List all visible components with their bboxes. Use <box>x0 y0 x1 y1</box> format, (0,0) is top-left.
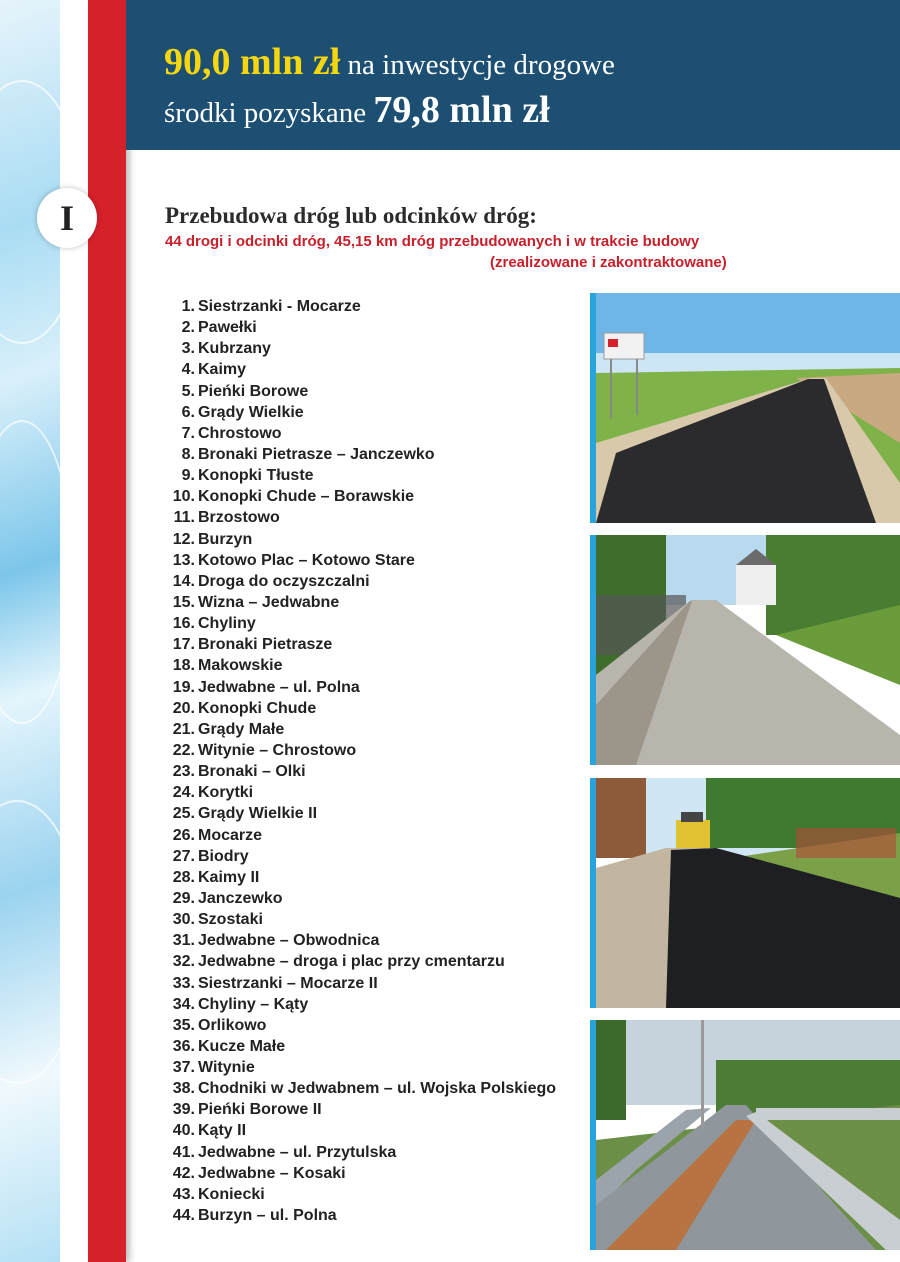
road-number: 27. <box>172 847 195 865</box>
road-name: Wizna – Jedwabne <box>198 593 340 611</box>
road-number: 38. <box>172 1080 195 1098</box>
road-name: Kaimy <box>198 361 247 379</box>
road-number: 3. <box>181 340 195 358</box>
road-number: 26. <box>172 826 195 844</box>
road-name: Janczewko <box>198 889 283 907</box>
road-list-item <box>165 465 556 486</box>
road-number: 42. <box>172 1164 195 1182</box>
road-list-item <box>165 973 556 994</box>
road-number: 13. <box>172 551 195 569</box>
road-list-item <box>165 338 556 359</box>
road-list-item <box>165 486 556 507</box>
road-list-item <box>165 507 556 528</box>
road-list-item <box>165 909 556 930</box>
road-photo-1 <box>590 293 900 523</box>
road-list-item <box>165 634 556 655</box>
road-list-item <box>165 444 556 465</box>
road-name: Droga do oczyszczalni <box>198 572 370 590</box>
road-name: Pieńki Borowe II <box>198 1101 322 1119</box>
header-line-2-text: środki pozyskane <box>164 97 367 129</box>
road-number: 5. <box>181 382 195 400</box>
road-number: 33. <box>172 974 195 992</box>
road-number: 8. <box>181 445 195 463</box>
road-name: Chodniki w Jedwabnem – ul. Wojska Polskiego <box>198 1080 557 1098</box>
road-name: Jedwabne – Kosaki <box>198 1164 346 1182</box>
road-name: Makowskie <box>198 657 283 675</box>
road-number: 29. <box>172 889 195 907</box>
road-list-item <box>165 867 556 888</box>
road-number: 34. <box>172 995 195 1013</box>
red-flag-stripe <box>88 0 126 1262</box>
road-list-item <box>165 677 556 698</box>
road-number: 44. <box>172 1207 195 1225</box>
road-name: Chyliny – Kąty <box>198 995 309 1013</box>
road-list-item <box>165 1036 556 1057</box>
road-name: Kąty II <box>198 1122 247 1140</box>
road-number: 43. <box>172 1185 195 1203</box>
road-list-item <box>165 994 556 1015</box>
road-number: 37. <box>172 1059 195 1077</box>
road-name: Brzostowo <box>198 509 280 527</box>
road-list-item <box>165 698 556 719</box>
road-name: Konopki Tłuste <box>198 467 314 485</box>
road-name: Jedwabne – ul. Polna <box>198 678 360 696</box>
road-list-item <box>165 1057 556 1078</box>
road-name: Jedwabne – ul. Przytulska <box>198 1143 397 1161</box>
road-list-item <box>165 655 556 676</box>
road-name: Witynie – Chrostowo <box>198 741 357 759</box>
road-name: Jedwabne – droga i plac przy cmentarzu <box>198 953 505 971</box>
total-amount: 90,0 mln zł <box>164 41 341 83</box>
road-number: 39. <box>172 1101 195 1119</box>
road-name: Chyliny <box>198 615 256 633</box>
road-name: Kaimy II <box>198 868 260 886</box>
road-name: Bronaki Pietrasze – Janczewko <box>198 445 435 463</box>
header-line-2 <box>164 88 550 132</box>
road-number: 30. <box>172 911 195 929</box>
road-name: Chrostowo <box>198 424 282 442</box>
road-number: 40. <box>172 1122 195 1140</box>
road-name: Szostaki <box>198 911 263 929</box>
road-number: 35. <box>172 1016 195 1034</box>
road-list-item <box>165 740 556 761</box>
road-name: Burzyn <box>198 530 253 548</box>
road-list-item <box>165 1099 556 1120</box>
road-number: 22. <box>172 741 195 759</box>
road-list-item <box>165 825 556 846</box>
road-number: 7. <box>181 424 195 442</box>
road-number: 28. <box>172 868 195 886</box>
road-list-item <box>165 317 556 338</box>
road-list-item <box>165 782 556 803</box>
page-header <box>126 0 900 150</box>
road-name: Konopki Chude – Borawskie <box>198 488 415 506</box>
road-list-item <box>165 1120 556 1141</box>
road-name: Siestrzanki – Mocarze II <box>198 974 378 992</box>
road-list-item <box>165 719 556 740</box>
road-number: 18. <box>172 657 195 675</box>
road-number: 23. <box>172 763 195 781</box>
road-number: 4. <box>181 361 195 379</box>
road-list-item <box>165 1184 556 1205</box>
section-number-badge: I <box>37 188 97 248</box>
section-title: Przebudowa dróg lub odcinków dróg: <box>165 203 537 228</box>
road-number: 21. <box>172 720 195 738</box>
road-list-item <box>165 423 556 444</box>
road-photo-4 <box>590 1020 900 1250</box>
header-line-1 <box>164 40 615 84</box>
road-name: Burzyn – ul. Polna <box>198 1207 337 1225</box>
road-number: 15. <box>172 593 195 611</box>
road-list-item <box>165 613 556 634</box>
road-number: 2. <box>181 319 195 337</box>
road-name: Koniecki <box>198 1185 265 1203</box>
road-name: Jedwabne – Obwodnica <box>198 932 380 950</box>
road-name: Biodry <box>198 847 249 865</box>
road-name: Grądy Wielkie <box>198 403 304 421</box>
road-list-item <box>165 761 556 782</box>
road-number: 17. <box>172 636 195 654</box>
section-subtitle: 44 drogi i odcinki dróg, 45,15 km dróg przebudowanych i w trakcie budowy <box>165 233 700 250</box>
road-number: 9. <box>181 467 195 485</box>
road-number: 1. <box>181 298 195 315</box>
road-list-item <box>165 571 556 592</box>
road-list-item <box>165 846 556 867</box>
road-list-item <box>165 1015 556 1036</box>
section-subtitle-note: (zrealizowane i zakontraktowane) <box>490 254 727 271</box>
road-number: 32. <box>172 953 195 971</box>
road-name: Mocarze <box>198 826 263 844</box>
road-list-item <box>165 951 556 972</box>
road-number: 14. <box>172 572 195 590</box>
road-name: Kubrzany <box>198 340 271 358</box>
road-name: Orlikowo <box>198 1016 267 1034</box>
road-number: 41. <box>172 1143 195 1161</box>
decorative-blue-background <box>0 0 60 1262</box>
road-list-item <box>165 592 556 613</box>
road-number: 25. <box>172 805 195 823</box>
road-photo-2 <box>590 535 900 765</box>
road-number: 24. <box>172 784 195 802</box>
road-list-item <box>165 1163 556 1184</box>
road-name: Pieńki Borowe <box>198 382 309 400</box>
road-number: 16. <box>172 615 195 633</box>
road-name: Konopki Chude <box>198 699 317 717</box>
road-number: 10. <box>172 488 195 506</box>
road-number: 6. <box>181 403 195 421</box>
road-list-item <box>165 359 556 380</box>
road-list-item <box>165 381 556 402</box>
road-name: Siestrzanki - Mocarze <box>198 298 361 315</box>
road-number: 11. <box>173 509 195 527</box>
road-list-item <box>165 888 556 909</box>
road-list <box>165 296 556 1226</box>
road-list-item <box>165 296 556 317</box>
road-list-item <box>165 402 556 423</box>
road-list-item <box>165 529 556 550</box>
road-list-item <box>165 550 556 571</box>
road-name: Witynie <box>198 1059 255 1077</box>
road-list-item <box>165 1142 556 1163</box>
road-number: 12. <box>172 530 195 548</box>
road-list-item <box>165 803 556 824</box>
road-name: Pawełki <box>198 319 257 337</box>
road-name: Korytki <box>198 784 254 802</box>
road-name: Grądy Wielkie II <box>198 805 318 823</box>
road-number: 36. <box>172 1037 195 1055</box>
road-name: Grądy Małe <box>198 720 285 738</box>
road-name: Kotowo Plac – Kotowo Stare <box>198 551 415 569</box>
road-photo-3 <box>590 778 900 1008</box>
road-number: 20. <box>172 699 195 717</box>
header-line-1-text: na inwestycje drogowe <box>347 49 615 81</box>
road-list-item <box>165 930 556 951</box>
road-list-item <box>165 1205 556 1226</box>
raised-amount: 79,8 mln zł <box>373 89 550 131</box>
road-list-item <box>165 1078 556 1099</box>
road-name: Kucze Małe <box>198 1037 286 1055</box>
road-number: 31. <box>172 932 195 950</box>
road-number: 19. <box>172 678 195 696</box>
road-name: Bronaki Pietrasze <box>198 636 333 654</box>
road-name: Bronaki – Olki <box>198 763 306 781</box>
